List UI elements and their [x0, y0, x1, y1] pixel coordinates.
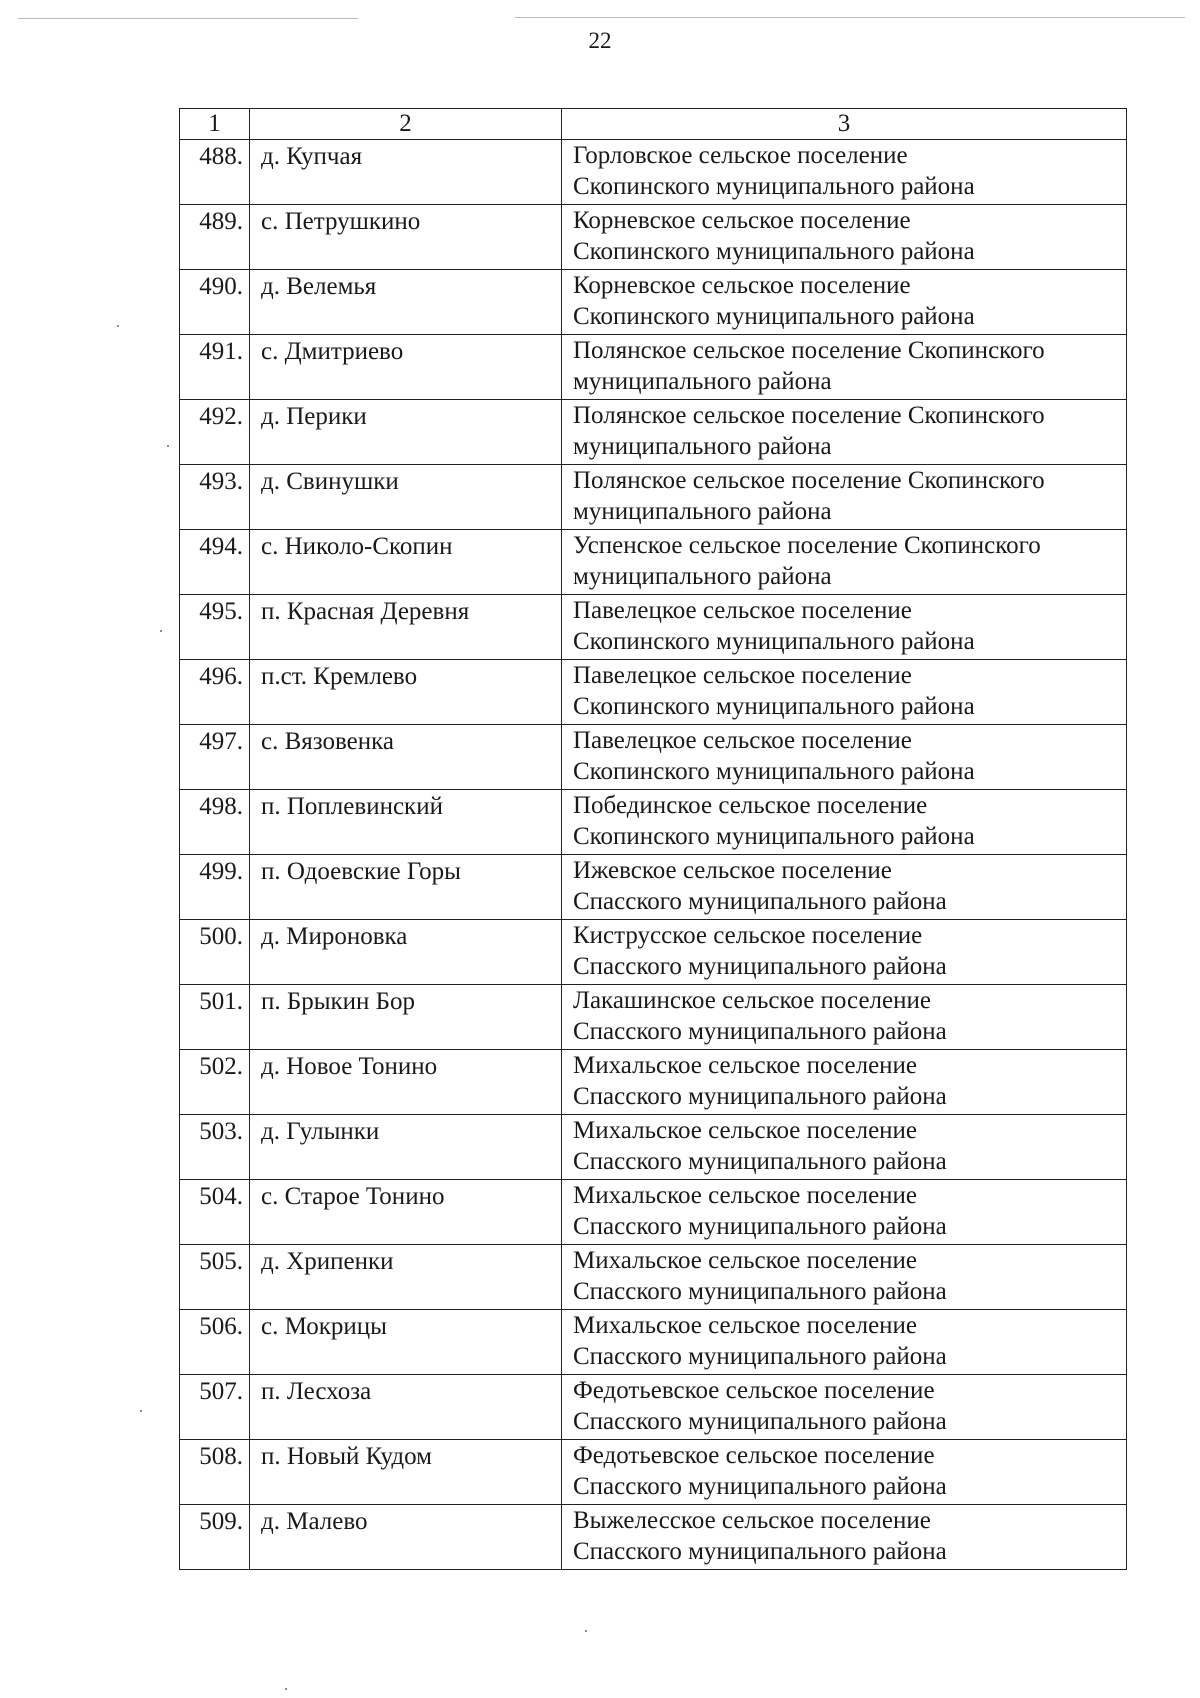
settlement-name: Полянское сельское поселение Скопинского муниципального района	[562, 465, 1127, 530]
scan-artifact-line	[515, 17, 1185, 18]
settlements-table	[179, 108, 1127, 1570]
row-number: 489.	[180, 205, 250, 270]
row-number: 495.	[180, 595, 250, 660]
row-number: 500.	[180, 920, 250, 985]
place-name: с. Старое Тонино	[250, 1180, 562, 1245]
settlement-name: Корневское сельское поселение Скопинского муниципального района	[562, 205, 1127, 270]
place-name: д. Велемья	[250, 270, 562, 335]
settlement-name: Федотьевское сельское поселение Спасского муниципального района	[562, 1440, 1127, 1505]
scan-speck	[117, 325, 119, 327]
settlement-name: Михальское сельское поселение Спасского муниципального района	[562, 1050, 1127, 1115]
table-row	[180, 1245, 1127, 1310]
table-row	[180, 205, 1127, 270]
settlement-name: Лакашинское сельское поселение Спасского муниципального района	[562, 985, 1127, 1050]
place-name: д. Новое Тонино	[250, 1050, 562, 1115]
row-number: 493.	[180, 465, 250, 530]
place-name: п. Одоевские Горы	[250, 855, 562, 920]
scan-speck	[160, 630, 162, 632]
column-header-3: 3	[562, 109, 1127, 140]
settlement-name: Павелецкое сельское поселение Скопинского муниципального района	[562, 725, 1127, 790]
settlement-name: Павелецкое сельское поселение Скопинского муниципального района	[562, 660, 1127, 725]
place-name: п. Брыкин Бор	[250, 985, 562, 1050]
column-header-1: 1	[180, 109, 250, 140]
table-row	[180, 985, 1127, 1050]
scan-artifact-line	[18, 18, 358, 19]
row-number: 498.	[180, 790, 250, 855]
row-number: 499.	[180, 855, 250, 920]
table-row	[180, 1505, 1127, 1570]
table-header-row	[180, 109, 1127, 140]
row-number: 505.	[180, 1245, 250, 1310]
row-number: 508.	[180, 1440, 250, 1505]
row-number: 502.	[180, 1050, 250, 1115]
place-name: с. Петрушкино	[250, 205, 562, 270]
scan-speck	[285, 1688, 287, 1690]
table-row	[180, 270, 1127, 335]
scan-speck	[140, 1410, 142, 1412]
place-name: п. Поплевинский	[250, 790, 562, 855]
settlement-name: Павелецкое сельское поселение Скопинского муниципального района	[562, 595, 1127, 660]
place-name: с. Мокрицы	[250, 1310, 562, 1375]
settlement-name: Михальское сельское поселение Спасского муниципального района	[562, 1245, 1127, 1310]
row-number: 496.	[180, 660, 250, 725]
row-number: 497.	[180, 725, 250, 790]
table-row	[180, 1180, 1127, 1245]
table-row	[180, 335, 1127, 400]
row-number: 504.	[180, 1180, 250, 1245]
place-name: д. Гулынки	[250, 1115, 562, 1180]
place-name: д. Малево	[250, 1505, 562, 1570]
place-name: д. Свинушки	[250, 465, 562, 530]
scan-speck	[585, 1630, 587, 1632]
table-row	[180, 1050, 1127, 1115]
table-row	[180, 660, 1127, 725]
table-row	[180, 140, 1127, 205]
settlement-name: Горловское сельское поселение Скопинского муниципального района	[562, 140, 1127, 205]
settlement-name: Успенское сельское поселение Скопинского муниципального района	[562, 530, 1127, 595]
table-row	[180, 725, 1127, 790]
settlement-name: Михальское сельское поселение Спасского муниципального района	[562, 1310, 1127, 1375]
row-number: 488.	[180, 140, 250, 205]
settlement-name: Полянское сельское поселение Скопинского муниципального района	[562, 400, 1127, 465]
settlement-name: Ижевское сельское поселение Спасского муниципального района	[562, 855, 1127, 920]
table-row	[180, 790, 1127, 855]
row-number: 501.	[180, 985, 250, 1050]
settlement-name: Побединское сельское поселение Скопинского муниципального района	[562, 790, 1127, 855]
table-row	[180, 400, 1127, 465]
settlement-name: Корневское сельское поселение Скопинского муниципального района	[562, 270, 1127, 335]
row-number: 491.	[180, 335, 250, 400]
settlement-name: Федотьевское сельское поселение Спасского муниципального района	[562, 1375, 1127, 1440]
place-name: с. Дмитриево	[250, 335, 562, 400]
settlement-name: Киструсское сельское поселение Спасского муниципального района	[562, 920, 1127, 985]
row-number: 506.	[180, 1310, 250, 1375]
table-row	[180, 465, 1127, 530]
settlement-name: Выжелесское сельское поселение Спасского муниципального района	[562, 1505, 1127, 1570]
page-number: 22	[588, 28, 612, 53]
table-row	[180, 595, 1127, 660]
row-number: 490.	[180, 270, 250, 335]
place-name: п.ст. Кремлево	[250, 660, 562, 725]
place-name: п. Красная Деревня	[250, 595, 562, 660]
row-number: 507.	[180, 1375, 250, 1440]
place-name: д. Купчая	[250, 140, 562, 205]
row-number: 492.	[180, 400, 250, 465]
row-number: 503.	[180, 1115, 250, 1180]
settlement-name: Михальское сельское поселение Спасского муниципального района	[562, 1115, 1127, 1180]
table-row	[180, 1375, 1127, 1440]
table-row	[180, 1310, 1127, 1375]
place-name: д. Хрипенки	[250, 1245, 562, 1310]
place-name: с. Вязовенка	[250, 725, 562, 790]
table-row	[180, 1115, 1127, 1180]
place-name: с. Николо-Скопин	[250, 530, 562, 595]
place-name: д. Перики	[250, 400, 562, 465]
settlement-name: Михальское сельское поселение Спасского муниципального района	[562, 1180, 1127, 1245]
column-header-2: 2	[250, 109, 562, 140]
table-row	[180, 920, 1127, 985]
settlement-name: Полянское сельское поселение Скопинского муниципального района	[562, 335, 1127, 400]
place-name: п. Новый Кудом	[250, 1440, 562, 1505]
row-number: 509.	[180, 1505, 250, 1570]
place-name: д. Мироновка	[250, 920, 562, 985]
place-name: п. Лесхоза	[250, 1375, 562, 1440]
scan-speck	[167, 445, 169, 447]
table-row	[180, 530, 1127, 595]
row-number: 494.	[180, 530, 250, 595]
table-row	[180, 855, 1127, 920]
table-row	[180, 1440, 1127, 1505]
